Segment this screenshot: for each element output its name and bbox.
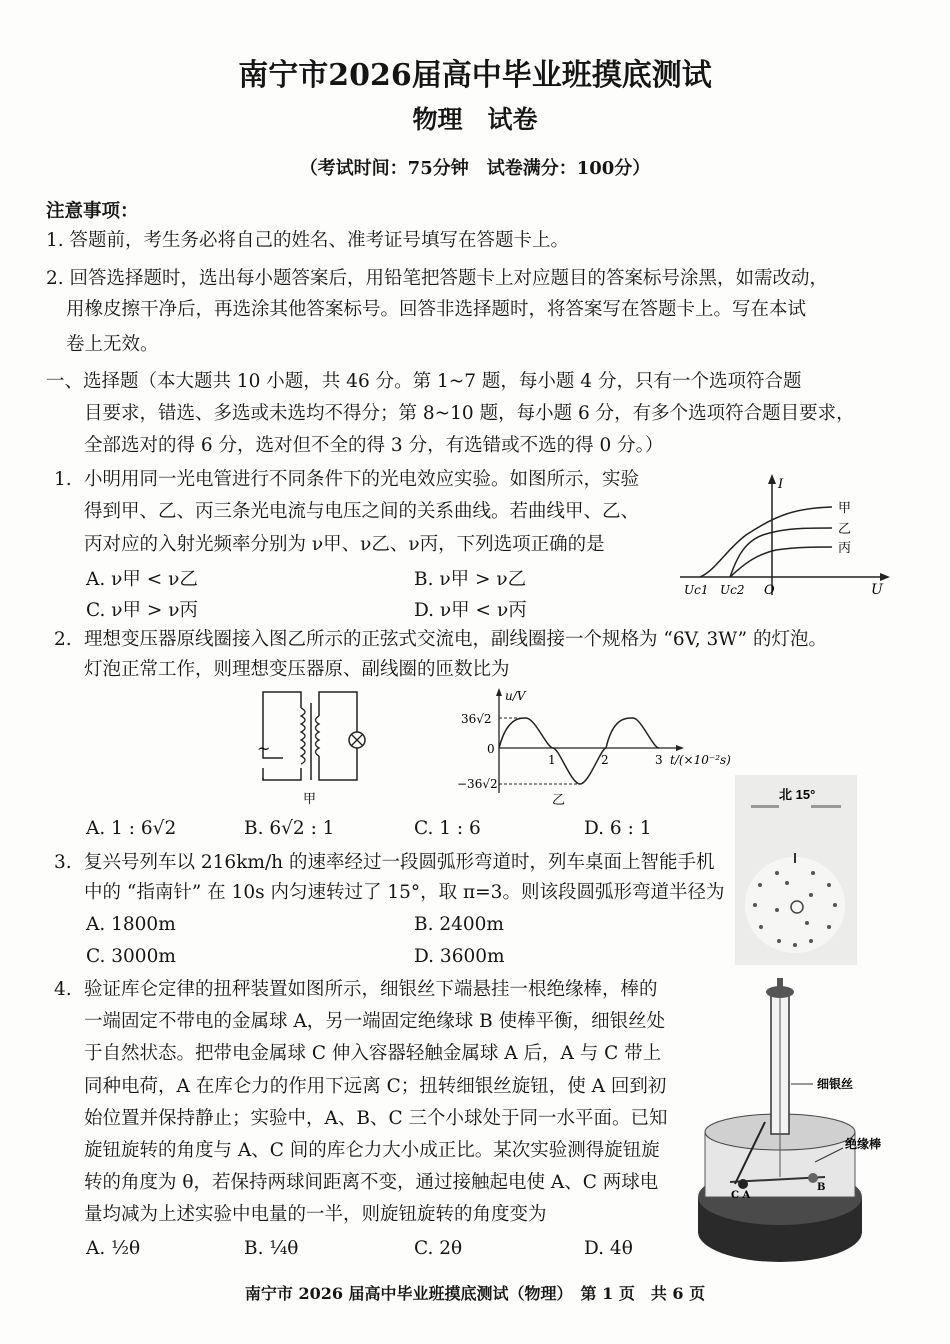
option-a: A. ν甲 < ν乙 (86, 569, 198, 590)
option-a: A. ½θ (86, 1238, 141, 1259)
section-text: 全部选对的得 6 分，选对但不全的得 3 分，有选错或不选的得 0 分。） (84, 435, 664, 456)
option-c: C. 3000m (86, 946, 176, 967)
transformer-circuit (255, 688, 370, 818)
question-number: 1. (54, 469, 72, 490)
option-a: A. 1 : 6√2 (86, 818, 177, 839)
compass-heading: 北 15° (779, 787, 816, 802)
question-text: 于自然状态。把带电金属球 C 伸入容器轻触金属球 A 后，A 与 C 带上 (84, 1043, 662, 1064)
peak-label: 36√2 (461, 712, 492, 726)
option-d: D. 3600m (414, 946, 505, 967)
option-a: A. 1800m (86, 914, 176, 935)
photoelectric-graph (676, 470, 896, 600)
section-text: 目要求，错选、多选或未选均不得分；第 8~10 题，每小题 6 分，有多个选项符合题目要求， (84, 403, 855, 424)
question-text: 丙对应的入射光频率分别为 ν甲、ν乙、ν丙，下列选项正确的是 (84, 534, 605, 555)
question-number: 4. (54, 979, 72, 1000)
question-text: 中的 “指南针” 在 10s 内匀速转过了 15°，取 π=3。则该段圆弧形弯道半径为 (84, 882, 725, 903)
option-d: D. ν甲 < ν丙 (414, 600, 527, 621)
curve-label: 乙 (838, 522, 852, 537)
trough-label: −36√2 (457, 777, 498, 791)
option-b: B. ¼θ (244, 1238, 299, 1259)
option-c: C. ν甲 > ν丙 (86, 600, 199, 621)
option-d: D. 6 : 1 (584, 818, 652, 839)
question-text: 始位置并保持静止；实验中，A、B、C 三个小球处于同一水平面。已知 (84, 1108, 668, 1129)
option-d: D. 4θ (584, 1238, 633, 1259)
question-text: 理想变压器原线圈接入图乙所示的正弦式交流电，副线圈接一个规格为 “6V, 3W” 的灯泡。 (84, 629, 827, 650)
notice-line: 用橡皮擦干净后，再选涂其他答案标号。回答非选择题时，将答案写在答题卡上。写在本试 (66, 299, 807, 320)
zero-label: 0 (487, 742, 495, 756)
notice-line: 2. 回答选择题时，选出每小题答案后，用铅笔把答题卡上对应题目的答案标号涂黑，如需改动， (46, 268, 829, 289)
figure-label: 甲 (303, 792, 317, 807)
notice-line: 卷上无效。 (66, 334, 159, 355)
wire-label: 细银丝 (817, 1077, 854, 1091)
question-text: 灯泡正常工作，则理想变压器原、副线圈的匝数比为 (84, 659, 510, 680)
option-b: B. ν甲 > ν乙 (414, 569, 527, 590)
torsion-balance-photo (695, 972, 895, 1272)
svg-text:~: ~ (257, 739, 271, 758)
notice-heading: 注意事项： (46, 201, 139, 222)
y-axis-label: I (778, 477, 784, 492)
question-number: 3. (54, 852, 72, 873)
question-text: 验证库仑定律的扭秤装置如图所示，细银丝下端悬挂一根绝缘棒，棒的 (84, 979, 658, 1000)
x-axis-label: U (871, 582, 883, 598)
origin-label: O (764, 583, 775, 598)
question-text: 旋钮旋转的角度与 A、C 间的库仑力大小成正比。某次实验测得旋钮旋 (84, 1140, 660, 1161)
question-text: 一端固定不带电的金属球 A，另一端固定绝缘球 B 使棒平衡，细银丝处 (84, 1011, 666, 1032)
notice-line: 1. 答题前，考生务必将自己的姓名、准考证号填写在答题卡上。 (46, 230, 570, 251)
tick-label: 3 (655, 753, 663, 767)
svg-text:C A: C A (731, 1190, 751, 1201)
section-heading: 一、选择题（本大题共 10 小题，共 46 分。第 1~7 题，每小题 4 分，只有一个选项符合题 (46, 371, 802, 392)
option-b: B. 2400m (414, 914, 504, 935)
question-text: 小明用同一光电管进行不同条件下的光电效应实验。如图所示，实验 (84, 469, 640, 490)
exam-subject: 物理 试卷 (412, 105, 538, 134)
y-axis-label: u/V (505, 689, 526, 703)
exam-title: 南宁市2026届高中毕业班摸底测试 (238, 58, 712, 93)
curve-label: 丙 (838, 541, 852, 556)
svg-text:B: B (817, 1182, 826, 1193)
sine-wave-graph (455, 688, 731, 818)
rod-label: 绝缘棒 (845, 1137, 882, 1151)
x-axis-label: t/(×10⁻²s) (670, 753, 731, 767)
page-footer: 南宁市 2026 届高中毕业班摸底测试（物理） 第 1 页 共 6 页 (244, 1284, 706, 1303)
question-number: 2. (54, 629, 72, 650)
question-text: 同种电荷，A 在库仑力的作用下远离 C；扭转细银丝旋钮，使 A 回到初 (84, 1076, 667, 1097)
tick-label: 2 (601, 753, 609, 767)
compass-photo (735, 775, 857, 965)
option-c: C. 2θ (414, 1238, 463, 1259)
question-text: 得到甲、乙、丙三条光电流与电压之间的关系曲线。若曲线甲、乙、 (84, 501, 640, 522)
question-text: 复兴号列车以 216km/h 的速率经过一段圆弧形弯道时，列车桌面上智能手机 (84, 852, 715, 873)
question-text: 量均减为上述实验中电量的一半，则旋钮旋转的角度变为 (84, 1204, 547, 1225)
figure-label: 乙 (552, 793, 566, 808)
uc1-label: Uc1 (684, 583, 709, 597)
tick-label: 1 (548, 753, 556, 767)
option-b: B. 6√2 : 1 (244, 818, 335, 839)
question-text: 转的角度为 θ，若保持两球间距离不变，通过接触起电使 A、C 两球电 (84, 1172, 659, 1193)
option-c: C. 1 : 6 (414, 818, 481, 839)
uc2-label: Uc2 (720, 583, 745, 597)
curve-label: 甲 (838, 501, 852, 516)
exam-time-info: （考试时间：75分钟 试卷满分：100分） (299, 158, 651, 179)
